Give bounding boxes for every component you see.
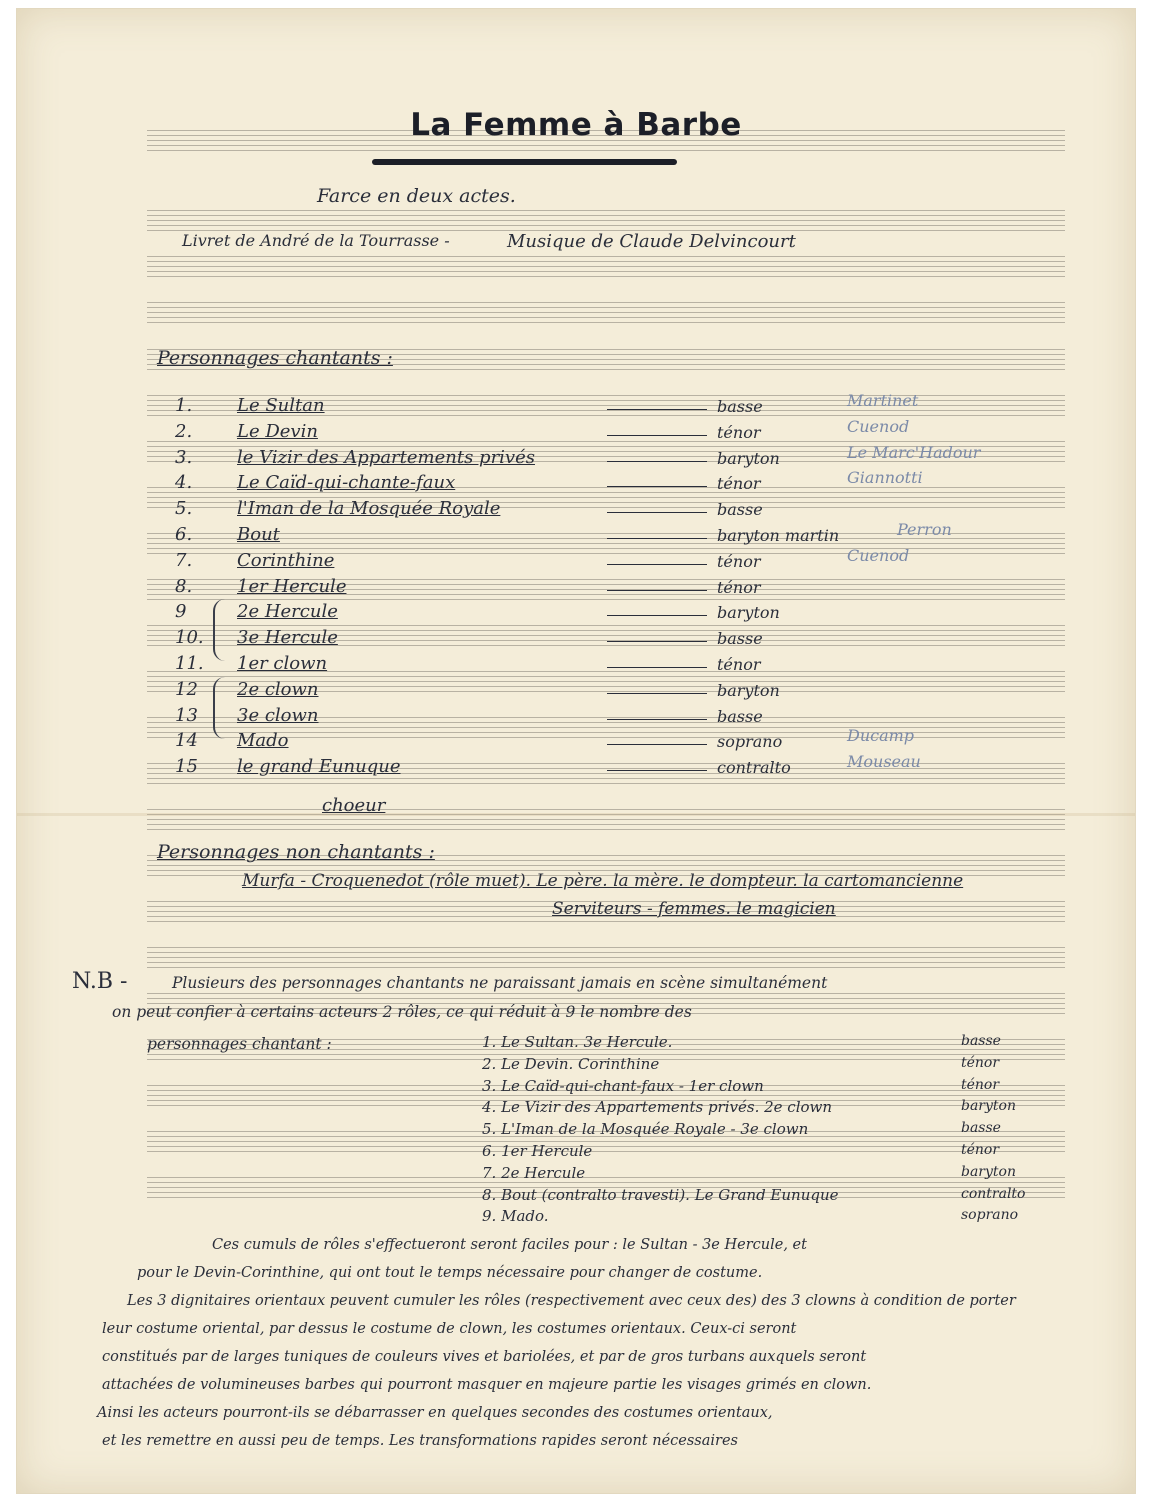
role-voice: soprano	[717, 732, 783, 751]
role-name: Mado	[237, 730, 289, 751]
role-voice: ténor	[717, 655, 761, 674]
closing-line: Ainsi les acteurs pourront-ils se débarrasser en quelques secondes des costumes orientaux,	[97, 1405, 773, 1421]
role-dash-line	[607, 693, 707, 694]
role-dash-line	[607, 409, 707, 410]
singing-heading: Personnages chantants :	[157, 347, 393, 369]
doubling-entry: 2. Le Devin. Corinthine	[482, 1055, 660, 1073]
page-title: La Femme à Barbe	[410, 107, 742, 143]
role-voice: ténor	[717, 578, 761, 597]
role-dash-line	[607, 719, 707, 720]
staff-lines	[147, 256, 1065, 277]
doubling-voice: contralto	[961, 1186, 1026, 1202]
doubling-entry: 3. Le Caïd-qui-chant-faux - 1er clown	[482, 1077, 764, 1095]
closing-line: pour le Devin-Corinthine, qui ont tout le temps nécessaire pour changer de costume.	[137, 1265, 763, 1281]
role-number: 12	[175, 679, 198, 700]
role-voice: baryton martin	[717, 526, 840, 545]
role-voice: baryton	[717, 449, 780, 468]
doubling-voice: soprano	[961, 1207, 1019, 1223]
role-dash-line	[607, 461, 707, 462]
nonsinging-heading: Personnages non chantants :	[157, 841, 435, 863]
role-number: 6.	[175, 524, 193, 545]
role-number: 7.	[175, 550, 193, 571]
doubling-entry: 8. Bout (contralto travesti). Le Grand Eunuque	[482, 1186, 839, 1204]
role-dash-line	[607, 512, 707, 513]
role-number: 1.	[175, 395, 193, 416]
role-dash-line	[607, 564, 707, 565]
role-voice: baryton	[717, 681, 780, 700]
role-dash-line	[607, 744, 707, 745]
role-name: 3e clown	[237, 705, 319, 726]
role-name: 3e Hercule	[237, 627, 338, 648]
closing-line: leur costume oriental, par dessus le costume de clown, les costumes orientaux. Ceux-ci seront	[102, 1321, 797, 1337]
role-name: 2e Hercule	[237, 601, 338, 622]
role-cast-pencil: Ducamp	[847, 726, 915, 745]
role-voice: basse	[717, 629, 763, 648]
nb-line-2: on peut confier à certains acteurs 2 rôles, ce qui réduit à 9 le nombre des	[112, 1003, 692, 1021]
doubling-voice: ténor	[961, 1055, 1000, 1071]
role-number: 10.	[175, 627, 204, 648]
role-number: 4.	[175, 472, 193, 493]
role-number: 13	[175, 705, 198, 726]
role-dash-line	[607, 590, 707, 591]
role-voice: basse	[717, 397, 763, 416]
role-name: le Vizir des Appartements privés	[237, 447, 535, 468]
nb-label: N.B -	[72, 969, 128, 994]
doubling-entry: 4. Le Vizir des Appartements privés. 2e clown	[482, 1098, 833, 1116]
role-voice: baryton	[717, 603, 780, 622]
role-dash-line	[607, 435, 707, 436]
role-dash-line	[607, 486, 707, 487]
manuscript-page	[16, 8, 1136, 1494]
role-number: 2.	[175, 421, 193, 442]
doubling-voice: basse	[961, 1120, 1001, 1136]
role-number: 9	[175, 601, 187, 622]
role-dash-line	[607, 641, 707, 642]
closing-line: et les remettre en aussi peu de temps. Les transformations rapides seront nécessaires	[102, 1433, 738, 1449]
title-underline	[372, 159, 677, 165]
role-voice: ténor	[717, 423, 761, 442]
staff-lines	[147, 210, 1065, 231]
doubling-entry: 7. 2e Hercule	[482, 1164, 586, 1182]
nonsinging-line-1: Murfa - Croquenedot (rôle muet). Le père. la mère. le dompteur. la cartomancienne	[242, 871, 964, 891]
role-name: Le Sultan	[237, 395, 325, 416]
closing-line: attachées de volumineuses barbes qui pourront masquer en majeure partie les visages grimés en clown.	[102, 1377, 872, 1393]
staff-lines	[147, 302, 1065, 323]
nb-line-3: personnages chantant :	[147, 1035, 332, 1053]
role-name: 1er clown	[237, 653, 328, 674]
doubling-voice: ténor	[961, 1077, 1000, 1093]
doubling-voice: baryton	[961, 1098, 1016, 1114]
role-cast-pencil: Mouseau	[847, 752, 921, 771]
closing-line: Les 3 dignitaires orientaux peuvent cumuler les rôles (respectivement avec ceux des) des 3 clowns à condition de porter	[127, 1293, 1016, 1309]
subtitle: Farce en deux actes.	[317, 185, 516, 207]
role-name: le grand Eunuque	[237, 756, 401, 777]
doubling-voice: basse	[961, 1033, 1001, 1049]
role-voice: ténor	[717, 474, 761, 493]
role-name: l'Iman de la Mosquée Royale	[237, 498, 501, 519]
doubling-entry: 6. 1er Hercule	[482, 1142, 593, 1160]
closing-line: Ces cumuls de rôles s'effectueront seront faciles pour : le Sultan - 3e Hercule, et	[212, 1237, 807, 1253]
role-name: Le Caïd-qui-chante-faux	[237, 472, 456, 493]
nonsinging-line-2: Serviteurs - femmes. le magicien	[552, 899, 836, 919]
role-voice: contralto	[717, 758, 791, 777]
role-cast-pencil: Cuenod	[847, 417, 910, 436]
role-cast-pencil: Perron	[897, 520, 952, 539]
role-name: Bout	[237, 524, 280, 545]
fold-crease	[17, 813, 1135, 816]
role-number: 14	[175, 730, 198, 751]
role-number: 15	[175, 756, 198, 777]
role-voice: basse	[717, 500, 763, 519]
doubling-entry: 5. L'Iman de la Mosquée Royale - 3e clown	[482, 1120, 809, 1138]
chorus-label: choeur	[322, 795, 386, 816]
role-cast-pencil: Giannotti	[847, 468, 923, 487]
closing-line: constitués par de larges tuniques de couleurs vives et bariolées, et par de gros turbans auxquels seront	[102, 1349, 867, 1365]
role-number: 8.	[175, 576, 193, 597]
role-number: 3.	[175, 447, 193, 468]
doubling-voice: baryton	[961, 1164, 1016, 1180]
doubling-entry: 9. Mado.	[482, 1207, 549, 1225]
role-number: 11.	[175, 653, 204, 674]
doubling-voice: ténor	[961, 1142, 1000, 1158]
role-name: 1er Hercule	[237, 576, 347, 597]
role-voice: ténor	[717, 552, 761, 571]
role-cast-pencil: Martinet	[847, 391, 919, 410]
role-name: Corinthine	[237, 550, 335, 571]
role-name: 2e clown	[237, 679, 319, 700]
role-dash-line	[607, 770, 707, 771]
role-number: 5.	[175, 498, 193, 519]
role-dash-line	[607, 538, 707, 539]
doubling-entry: 1. Le Sultan. 3e Hercule.	[482, 1033, 673, 1051]
staff-lines	[147, 947, 1065, 968]
role-name: Le Devin	[237, 421, 318, 442]
role-cast-pencil: Le Marc'Hadour	[847, 443, 981, 462]
clowns-brace	[213, 677, 225, 739]
libretto-credit: Livret de André de la Tourrasse -	[182, 231, 450, 250]
role-cast-pencil: Cuenod	[847, 546, 910, 565]
nb-line-1: Plusieurs des personnages chantants ne paraissant jamais en scène simultanément	[172, 974, 828, 992]
role-dash-line	[607, 615, 707, 616]
role-voice: basse	[717, 707, 763, 726]
role-dash-line	[607, 667, 707, 668]
hercules-brace	[213, 599, 225, 661]
music-credit: Musique de Claude Delvincourt	[507, 231, 796, 252]
